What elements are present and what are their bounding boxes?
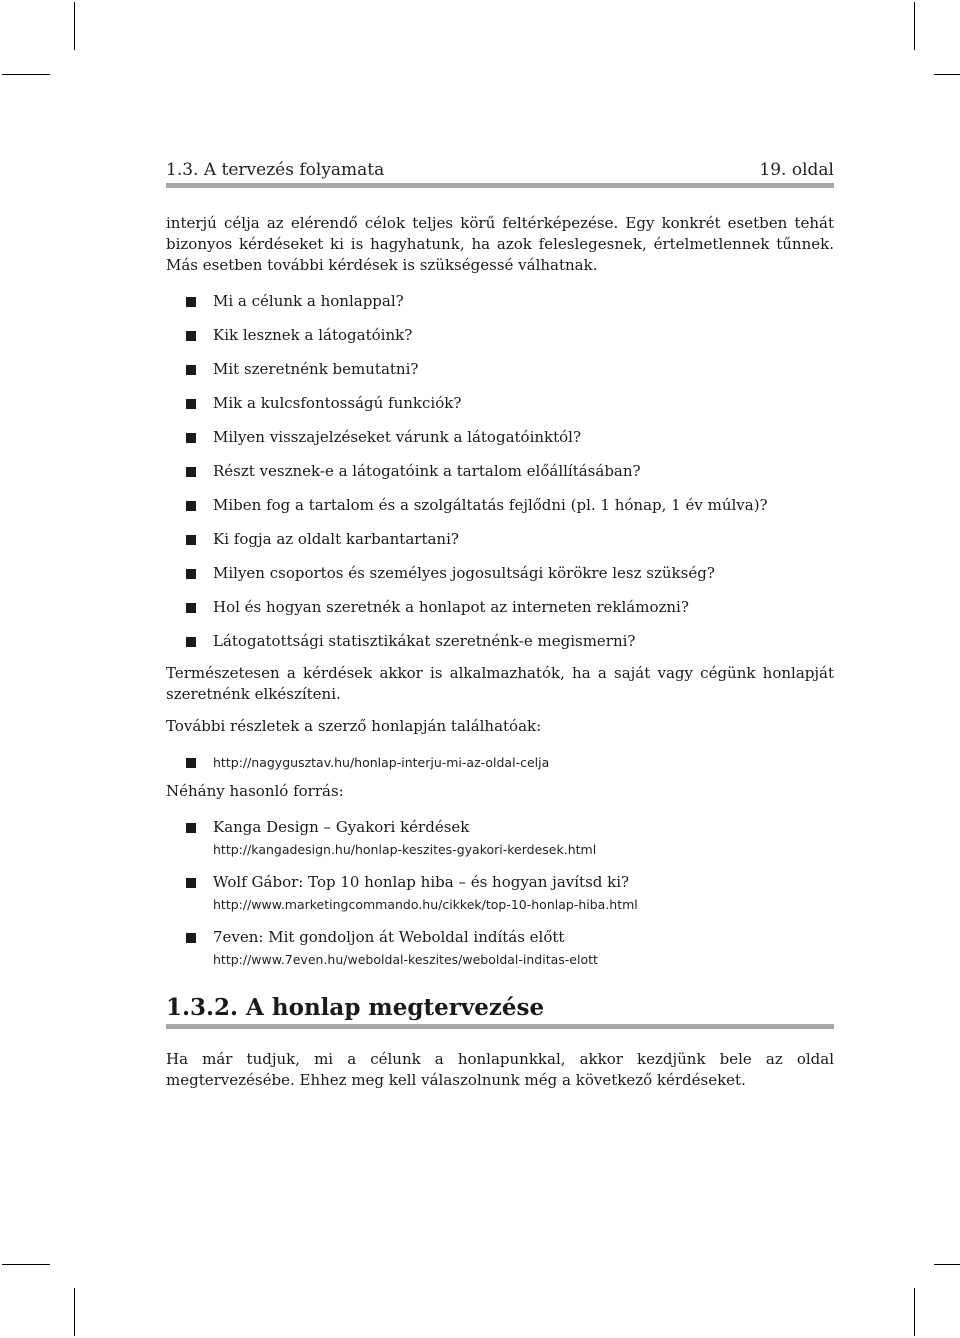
source-title: Wolf Gábor: Top 10 honlap hiba – és hogyan javítsd ki? [213,873,630,891]
list-item: Látogatottsági statisztikákat szeretnénk-e megismerni? [166,629,834,663]
header-page-number: 19. oldal [759,160,834,180]
bullet-icon [186,933,196,943]
crop-mark [934,1264,960,1265]
bullet-icon [186,569,196,579]
crop-mark [914,1288,915,1336]
intro-paragraph: interjú célja az elérendő célok teljes körű feltérképezése. Egy konkrét esetben tehát bizonyos kérdéseket ki is hagyhatunk, ha azok feleslegesnek, értelmetlennek tűnnek. Más esetben további kérdések is szükségessé válhatnak. [166,214,834,274]
bullet-icon [186,535,196,545]
source-link[interactable]: http://www.7even.hu/weboldal-keszites/weboldal-inditas-elott [213,952,598,967]
similar-sources-intro: Néhány hasonló forrás: [166,782,344,800]
list-item: Miben fog a tartalom és a szolgáltatás fejlődni (pl. 1 hónap, 1 év múlva)? [166,493,834,527]
list-item: Kik lesznek a látogatóink? [166,323,834,357]
bullet-icon [186,603,196,613]
header-rule [166,183,834,188]
bullet-icon [186,331,196,341]
closing-paragraph: Természetesen a kérdések akkor is alkalmazhatók, ha a saját vagy cégünk honlapját szeretnénk elkészíteni. [166,664,834,703]
list-item: Mit szeretnénk bemutatni? [166,357,834,391]
bullet-icon [186,399,196,409]
section-heading: 1.3.2. A honlap megtervezése [166,994,545,1021]
source-title: 7even: Mit gondoljon át Weboldal indítás előtt [213,928,565,946]
bullet-icon [186,433,196,443]
bullet-icon [186,297,196,307]
crop-mark [74,1288,75,1336]
final-paragraph: Ha már tudjuk, mi a célunk a honlapunkkal, akkor kezdjünk bele az oldal megtervezésébe. Ehhez meg kell válaszolnunk még a következő kérdéseket. [166,1050,834,1089]
bullet-icon [186,501,196,511]
crop-mark [2,1264,50,1265]
crop-mark [914,2,915,50]
source-title: Kanga Design – Gyakori kérdések [213,818,470,836]
source-link[interactable]: http://www.marketingcommando.hu/cikkek/top-10-honlap-hiba.html [213,897,638,912]
crop-mark [934,74,960,75]
bullet-icon [186,467,196,477]
list-item: Milyen csoportos és személyes jogosultsági körökre lesz szükség? [166,561,834,595]
source-list [166,815,834,980]
bullet-icon [186,637,196,647]
question-list [166,289,834,663]
list-item: Hol és hogyan szeretnék a honlapot az interneten reklámozni? [166,595,834,629]
header-section-title: 1.3. A tervezés folyamata [166,160,385,180]
list-item: Részt vesznek-e a látogatóink a tartalom előállításában? [166,459,834,493]
list-item: Mik a kulcsfontosságú funkciók? [166,391,834,425]
list-item [166,815,834,870]
author-link-intro: További részletek a szerző honlapján találhatóak: [166,717,542,735]
crop-mark [74,2,75,50]
list-item: Milyen visszajelzéseket várunk a látogatóinktól? [166,425,834,459]
list-item [166,870,834,925]
crop-mark [2,74,50,75]
bullet-icon [186,878,196,888]
bullet-icon [186,823,196,833]
bullet-icon [186,365,196,375]
list-item [166,925,834,980]
author-link-list [166,750,834,784]
list-item: Mi a célunk a honlappal? [166,289,834,323]
list-item: Ki fogja az oldalt karbantartani? [166,527,834,561]
list-item [166,750,834,784]
running-header [166,158,834,184]
bullet-icon [186,758,196,768]
author-link[interactable]: http://nagygusztav.hu/honlap-interju-mi-az-oldal-celja [213,755,550,770]
source-link[interactable]: http://kangadesign.hu/honlap-keszites-gyakori-kerdesek.html [213,842,597,857]
section-rule [166,1024,834,1029]
